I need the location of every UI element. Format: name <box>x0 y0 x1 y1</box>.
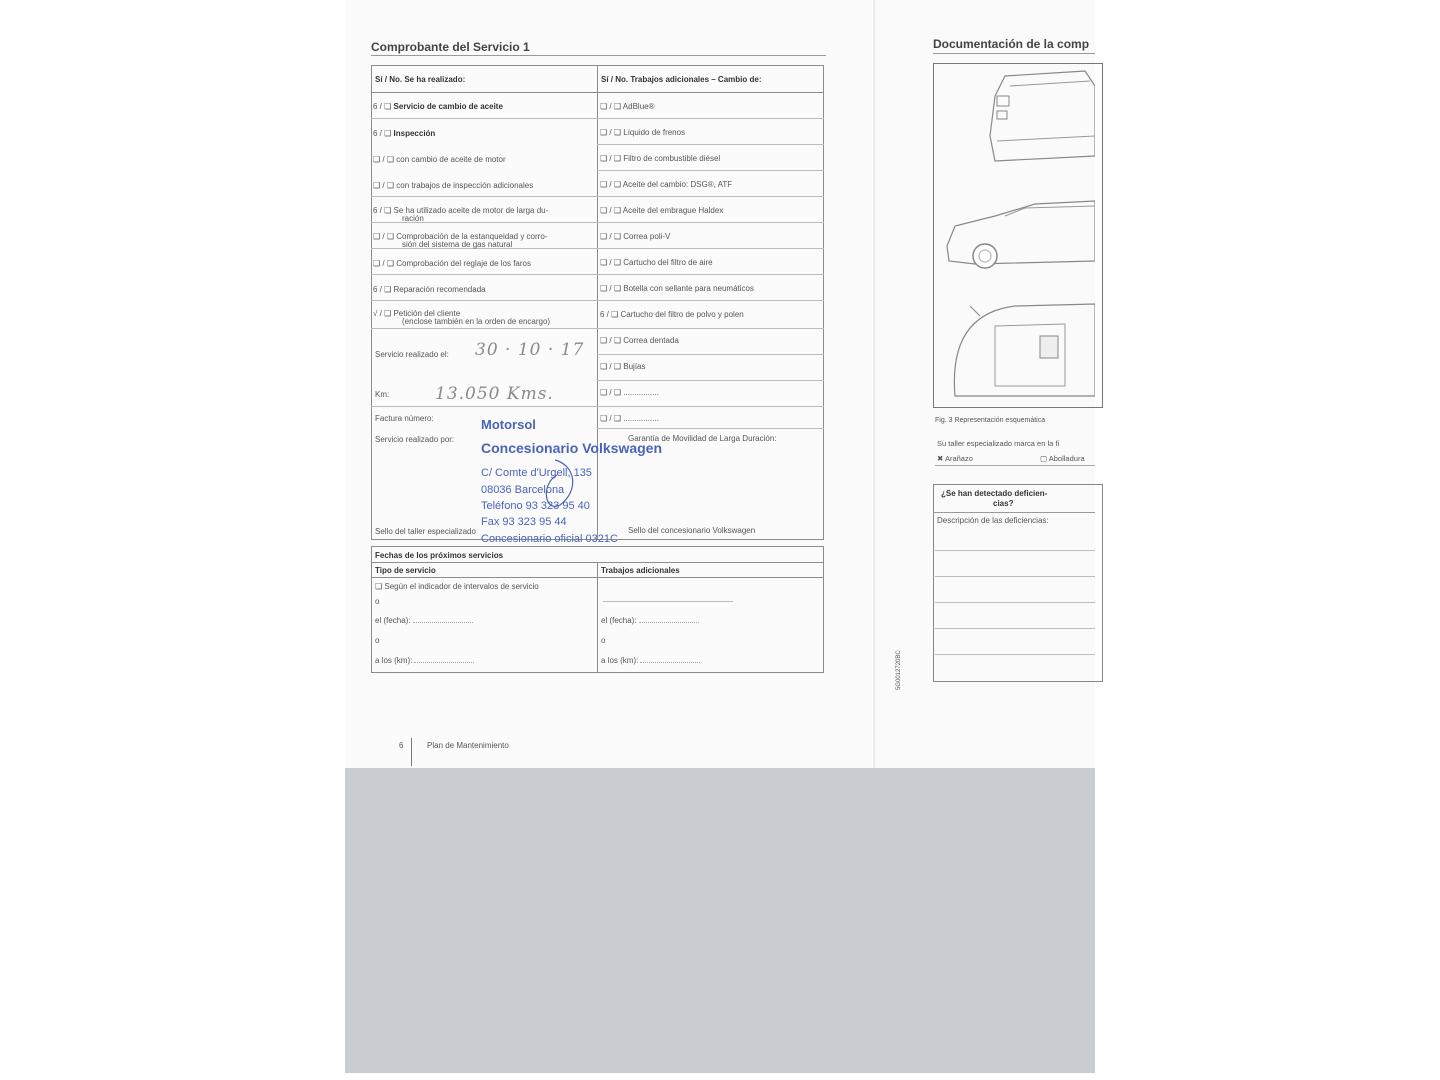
list-item: ❑ / ❑ Correa dentada <box>600 336 679 345</box>
right-page <box>875 0 1095 768</box>
defects-box <box>933 484 1103 682</box>
list-item: ❑ / ❑ AdBlue® <box>600 102 655 111</box>
list-item-cont: ración <box>402 214 424 223</box>
list-item: 6 / ❑ Reparación recomendada <box>373 285 486 294</box>
list-item: ❑ / ❑ con cambio de aceite de motor <box>373 155 506 164</box>
right-title-rule <box>933 53 1095 54</box>
stamp-phone: Teléfono 93 323 95 40 <box>481 500 590 512</box>
list-item: ❑ / ❑ ................ <box>600 388 659 397</box>
list-item: ❑ / ❑ Botella con sellante para neumáticos <box>600 284 754 293</box>
next-line: a los (km): <box>601 656 700 665</box>
list-item: ❑ / ❑ Bujías <box>600 362 646 371</box>
left-page <box>345 0 875 768</box>
next-line: el (fecha): <box>375 616 473 625</box>
list-item: 6 / ❑ Inspección <box>373 129 436 138</box>
next-services-title: Fechas de los próximos servicios <box>375 551 504 560</box>
next-line: o <box>601 636 606 645</box>
list-item: 6 / ❑ Servicio de cambio de aceite <box>373 102 503 111</box>
title-rule <box>371 55 826 56</box>
list-item: 6 / ❑ Se ha utilizado aceite de motor de larga du- <box>373 206 549 215</box>
list-item-cont: sión del sistema de gas natural <box>402 240 513 249</box>
defects-description-label: Descripción de las deficiencias: <box>937 516 1049 525</box>
defects-question-cont: cias? <box>993 499 1014 508</box>
form-column-divider <box>597 65 598 540</box>
mobility-label: Garantía de Movilidad de Larga Duración: <box>628 434 777 443</box>
list-item: ❑ / ❑ Comprobación del reglaje de los faros <box>373 259 531 268</box>
stamp-code: Concesionario oficial 0321C <box>481 533 618 545</box>
list-item: ❑ / ❑ Aceite del cambio: DSG®, ATF <box>600 180 733 189</box>
list-item: ❑ / ❑ Correa poli-V <box>600 232 671 241</box>
list-item: ❑ / ❑ Cartucho del filtro de aire <box>600 258 713 267</box>
next-line: el (fecha): <box>601 616 699 625</box>
stamp-street: C/ Comte d'Urgell, 135 <box>481 467 592 479</box>
list-item: ❑ / ❑ Comprobación de la estanqueidad y corro- <box>373 232 548 241</box>
stamp-name: Motorsol <box>481 417 536 432</box>
service-date-value: 30 · 10 · 17 <box>475 340 585 360</box>
col-service-type: Tipo de servicio <box>375 566 436 575</box>
form-header-rule <box>371 92 824 93</box>
header-right: Sí / No. Trabajos adicionales – Cambio de: <box>601 75 762 84</box>
workshop-stamp-label: Sello del taller especializado <box>375 527 476 536</box>
fig-caption: Fig. 3 Representación esquemática <box>935 417 1046 424</box>
next-line: a los (km): <box>375 656 474 665</box>
list-item: ❑ / ❑ Filtro de combustible diésel <box>600 154 721 163</box>
next-line: o <box>375 597 380 606</box>
km-label: Km: <box>375 390 390 399</box>
dealer-stamp-label: Sello del concesionario Volkswagen <box>628 526 756 535</box>
invoice-label: Factura número: <box>375 414 434 423</box>
km-value: 13.050 Kms. <box>435 384 554 404</box>
side-code: 5G0012720BC <box>896 650 902 690</box>
car-schematic-icon <box>935 66 1095 406</box>
next-line: o <box>375 636 380 645</box>
list-item: ❑ / ❑ con trabajos de inspección adicionales <box>373 181 534 190</box>
service-date-label: Servicio realizado el: <box>375 350 449 359</box>
footer-divider <box>411 738 412 766</box>
scanned-document <box>345 0 1095 1080</box>
defects-question: ¿Se han detectado deficien- <box>941 489 1048 498</box>
list-item: ❑ / ❑ ................ <box>600 414 659 423</box>
footer-text: Plan de Mantenimiento <box>427 741 509 750</box>
list-item: 6 / ❑ Cartucho del filtro de polvo y polen <box>600 310 744 319</box>
scanner-background <box>345 768 1095 1073</box>
list-item-cont: (enclose también en la orden de encargo) <box>402 317 551 326</box>
legend-scratch: ✖ Arañazo <box>937 454 973 463</box>
legend-dent: ▢ Abolladura <box>1040 454 1085 463</box>
stamp-fax: Fax 93 323 95 44 <box>481 516 567 528</box>
signature-scribble <box>535 455 585 515</box>
right-page-title: Documentación de la comp <box>933 37 1090 51</box>
done-by-label: Servicio realizado por: <box>375 435 455 444</box>
stamp-city: 08036 Barcelona <box>481 484 565 496</box>
page-title: Comprobante del Servicio 1 <box>371 40 530 54</box>
page-number: 6 <box>399 741 404 750</box>
col-additional: Trabajos adicionales <box>601 566 680 575</box>
header-left: Sí / No. Se ha realizado: <box>375 75 466 84</box>
list-item: ❑ / ❑ Aceite del embrague Haldex <box>600 206 724 215</box>
list-item: ❑ / ❑ Líquido de frenos <box>600 128 686 137</box>
next-line: ❑ Según el indicador de intervalos de servicio <box>375 582 539 591</box>
stamp-dealer: Concesionario Volkswagen <box>481 440 663 456</box>
marks-text: Su taller especializado marca en la fi <box>937 439 1060 448</box>
list-item: √ / ❑ Petición del cliente <box>373 309 461 318</box>
